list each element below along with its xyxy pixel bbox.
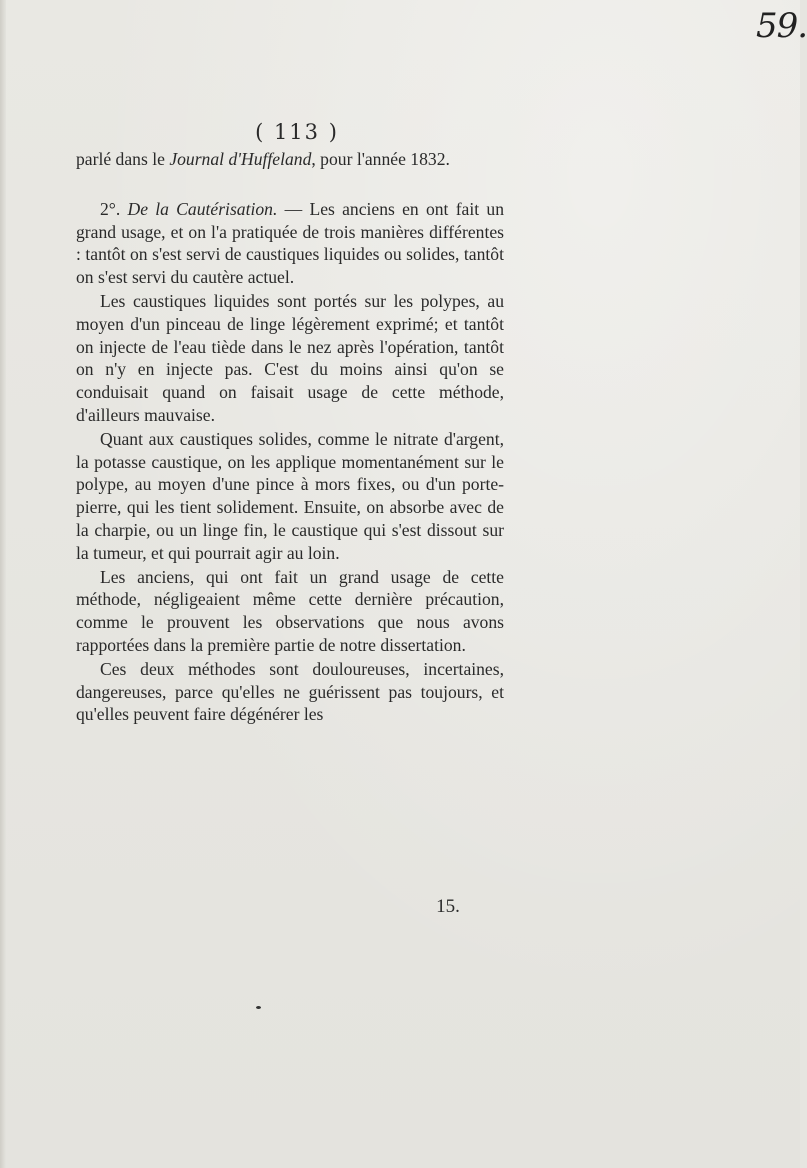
text-run: Les anciens, qui ont fait un grand usage de cette méthode, négligeaient même cette dernière précaution, comme le prouvent les observations que nous avons rapportées dans la première partie de notre dissertation.: [76, 566, 504, 655]
paragraph: [76, 566, 504, 657]
text-run: — Les anciens en ont fait un grand usage, et on l'a pratiquée de trois manières différentes : tantôt on s'est servi de caustiques liquides ou solides, tantôt on s'est servi du cautère actuel.: [76, 198, 504, 288]
paragraph: [76, 198, 504, 289]
text-run: , pour l'année 1832.: [311, 149, 450, 169]
page-edge-shadow: [0, 0, 6, 1168]
text-run: parlé dans le: [76, 149, 170, 169]
ink-spot: [256, 1006, 261, 1009]
text-run: Quant aux caustiques solides, comme le nitrate d'argent, la potasse caustique, on les applique momentanément sur le polype, au moyen d'une pince à mors fixes, ou d'un porte-pierre, qui les tient solidement. Ensuite, on absorbe avec de la charpie, ou un linge fin, le caustique qui s'est dissout sur la tumeur, et qui pourrait agir au loin.: [76, 428, 504, 563]
body-text: [76, 148, 504, 726]
paragraph: [76, 658, 504, 726]
italic-run: De la Cautérisation.: [127, 198, 278, 219]
italic-run: Journal d'Huffeland: [169, 149, 312, 169]
paragraph: [76, 290, 504, 427]
paragraph: [76, 428, 504, 565]
text-run: 2°.: [100, 198, 128, 219]
folio-mark: 59.: [756, 6, 807, 46]
text-run: Ces deux méthodes sont douloureuses, incertaines, dangereuses, parce qu'elles ne guérissent pas toujours, et qu'elles peuvent faire dégénérer les: [76, 658, 504, 725]
signature-mark: 15.: [436, 896, 460, 917]
paragraph: [76, 148, 504, 171]
page-number: ( 113 ): [255, 120, 339, 144]
text-run: Les caustiques liquides sont portés sur les polypes, au moyen d'un pinceau de linge légèrement exprimé; et tantôt on injecte de l'eau tiède dans le nez après l'opération, tantôt on n'y en injecte pas. C'est du moins ainsi qu'on se conduisait quand on faisait usage de cette méthode, d'ailleurs mauvaise.: [76, 290, 504, 425]
